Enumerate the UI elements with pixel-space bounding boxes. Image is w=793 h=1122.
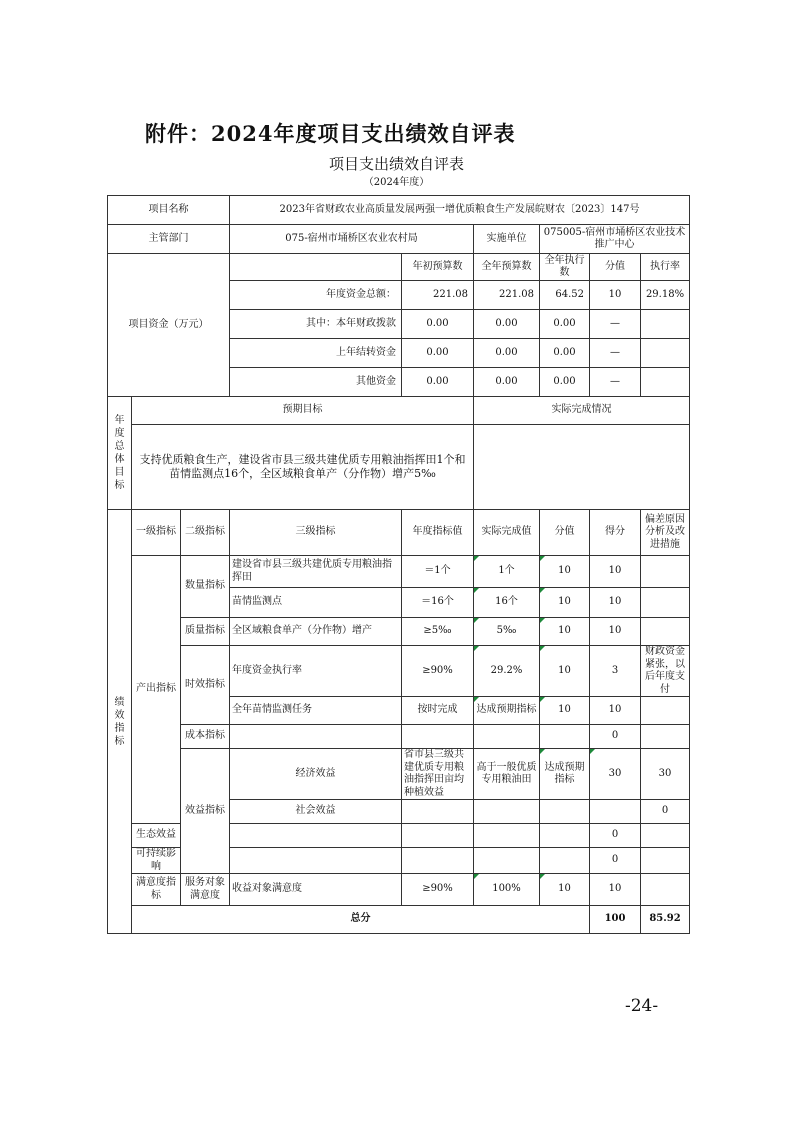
deviation-note [641,848,690,874]
table-year: （2024年度） [363,177,430,188]
funds-score-max: — [590,339,641,368]
perf-header: 一级指标 [132,510,181,556]
target-value [402,848,474,874]
max-score: 30 [590,749,641,800]
total-max: 100 [590,906,641,934]
score: 10 [590,556,641,588]
l2-cost: 成本指标 [181,725,230,749]
table-title: 项目支出绩效自评表 [328,155,464,173]
total-score: 85.92 [641,906,690,934]
deviation-note [641,556,690,588]
max-score [540,824,590,848]
perf-header: 得分 [590,510,641,556]
l2-sustainable: 可持续影响 [132,848,181,874]
funds-full: 0.00 [474,310,540,339]
expected-goal-text: 支持优质粮食生产，建设省市县三级共建优质专用粮油指挥田1个和苗情监测点16个，全区域粮食单产（分作物）增产5‰ [132,425,474,510]
target-value: ≥5‰ [402,618,474,646]
max-score [590,800,641,824]
score: 10 [590,618,641,646]
l2-economic: 经济效益 [230,749,402,800]
score: 0 [590,848,641,874]
actual-value [474,848,540,874]
funds-exec: 0.00 [540,310,590,339]
funds-init: 0.00 [402,339,474,368]
deviation-note [641,697,690,725]
funds-row-label: 其他资金 [230,368,402,397]
evaluation-table [107,195,690,934]
actual-value [474,824,540,848]
max-score: 10 [540,556,590,588]
actual-value: 1个 [474,556,540,588]
project-name-label: 项目名称 [108,196,230,225]
deviation-note [641,725,690,749]
perf-header: 三级指标 [230,510,402,556]
target-value [402,725,474,749]
score: 10 [590,874,641,906]
perf-header: 年度指标值 [402,510,474,556]
deviation-note: 财政资金紧张，以后年度支付 [641,646,690,697]
deviation-note [641,824,690,848]
l2-quantity: 数量指标 [181,556,230,618]
max-score: 10 [540,588,590,618]
l1-satisfaction: 满意度指标 [132,874,181,906]
actual-value [474,725,540,749]
target-value: ≥90% [402,646,474,697]
actual-value [540,800,590,824]
target-value [474,800,540,824]
funds-row-label: 其中：本年财政拨款 [230,310,402,339]
dept-value: 075-宿州市埇桥区农业农村局 [230,225,474,254]
l3-indicator: 年度资金执行率 [230,646,402,697]
score: 10 [590,697,641,725]
funds-row-label: 年度资金总额： [230,281,402,310]
target-value: 按时完成 [402,697,474,725]
actual-value: 16个 [474,588,540,618]
funds-header: 执行率 [641,254,690,281]
perf-header: 实际完成值 [474,510,540,556]
funds-init: 221.08 [402,281,474,310]
deviation-note [641,588,690,618]
max-score: 10 [540,697,590,725]
deviation-note [641,618,690,646]
max-score [540,848,590,874]
l3-indicator: 收益对象满意度 [230,874,402,906]
funds-exec: 0.00 [540,339,590,368]
impl-value: 075005-宿州市埇桥区农业技术推广中心 [540,225,690,254]
perf-side-label: 绩效指标 [108,510,132,934]
l3-indicator: 苗情监测点 [230,588,402,618]
funds-init: 0.00 [402,368,474,397]
max-score: 10 [540,618,590,646]
funds-score-max: 10 [590,281,641,310]
max-score: 10 [540,646,590,697]
target-value: 高于一般优质专用粮油田 [474,749,540,800]
l3-indicator: 全年苗情监测任务 [230,697,402,725]
goals-side-label: 年度总体目标 [108,397,132,510]
l1-benefit: 效益指标 [181,749,230,874]
funds-full: 221.08 [474,281,540,310]
funds-header: 全年执行数 [540,254,590,281]
l3-indicator: 建设省市县三级共建优质专用粮油指挥田 [230,556,402,588]
score: 0 [641,800,690,824]
l3-indicator [402,800,474,824]
funds-header: 年初预算数 [402,254,474,281]
l3-indicator: 省市县三级共建优质专用粮油指挥田亩均种植效益 [402,749,474,800]
l2-service: 服务对象满意度 [181,874,230,906]
l2-timeliness: 时效指标 [181,646,230,725]
funds-rate [641,368,690,397]
perf-header: 偏差原因分析及改进措施 [641,510,690,556]
expected-goal-header: 预期目标 [132,397,474,425]
actual-completion-text [474,425,690,510]
deviation-note [641,874,690,906]
total-label: 总分 [132,906,590,934]
l2-ecological: 生态效益 [132,824,181,848]
l2-social: 社会效益 [230,800,402,824]
actual-value: 29.2% [474,646,540,697]
l3-indicator [230,725,402,749]
actual-value: 达成预期指标 [474,697,540,725]
funds-exec: 64.52 [540,281,590,310]
funds-rate: 29.18% [641,281,690,310]
funds-header-blank [230,254,402,281]
funds-rate [641,339,690,368]
impl-label: 实施单位 [474,225,540,254]
actual-value: 100% [474,874,540,906]
funds-label: 项目资金（万元） [108,254,230,397]
l3-indicator [230,824,402,848]
page-title: 附件：2024年度项目支出绩效自评表 [145,121,516,146]
l1-output: 产出指标 [132,556,181,824]
actual-value: 达成预期指标 [540,749,590,800]
funds-header: 全年预算数 [474,254,540,281]
l3-indicator [230,848,402,874]
funds-rate [641,310,690,339]
actual-completion-header: 实际完成情况 [474,397,690,425]
l2-quality: 质量指标 [181,618,230,646]
target-value: ≥90% [402,874,474,906]
funds-score-max: — [590,310,641,339]
page-number: -24- [625,996,659,1016]
actual-value: 5‰ [474,618,540,646]
score: 3 [590,646,641,697]
max-score [540,725,590,749]
funds-exec: 0.00 [540,368,590,397]
dept-label: 主管部门 [108,225,230,254]
target-value: ＝16个 [402,588,474,618]
target-value [402,824,474,848]
max-score: 10 [540,874,590,906]
project-name: 2023年省财政农业高质量发展两强一增优质粮食生产发展皖财农〔2023〕147号 [230,196,690,225]
funds-full: 0.00 [474,339,540,368]
funds-header: 分值 [590,254,641,281]
funds-init: 0.00 [402,310,474,339]
score: 10 [590,588,641,618]
score: 30 [641,749,690,800]
score: 0 [590,824,641,848]
funds-full: 0.00 [474,368,540,397]
score: 0 [590,725,641,749]
perf-header: 二级指标 [181,510,230,556]
target-value: ＝1个 [402,556,474,588]
l3-indicator: 全区域粮食单产（分作物）增产 [230,618,402,646]
perf-header: 分值 [540,510,590,556]
funds-row-label: 上年结转资金 [230,339,402,368]
funds-score-max: — [590,368,641,397]
